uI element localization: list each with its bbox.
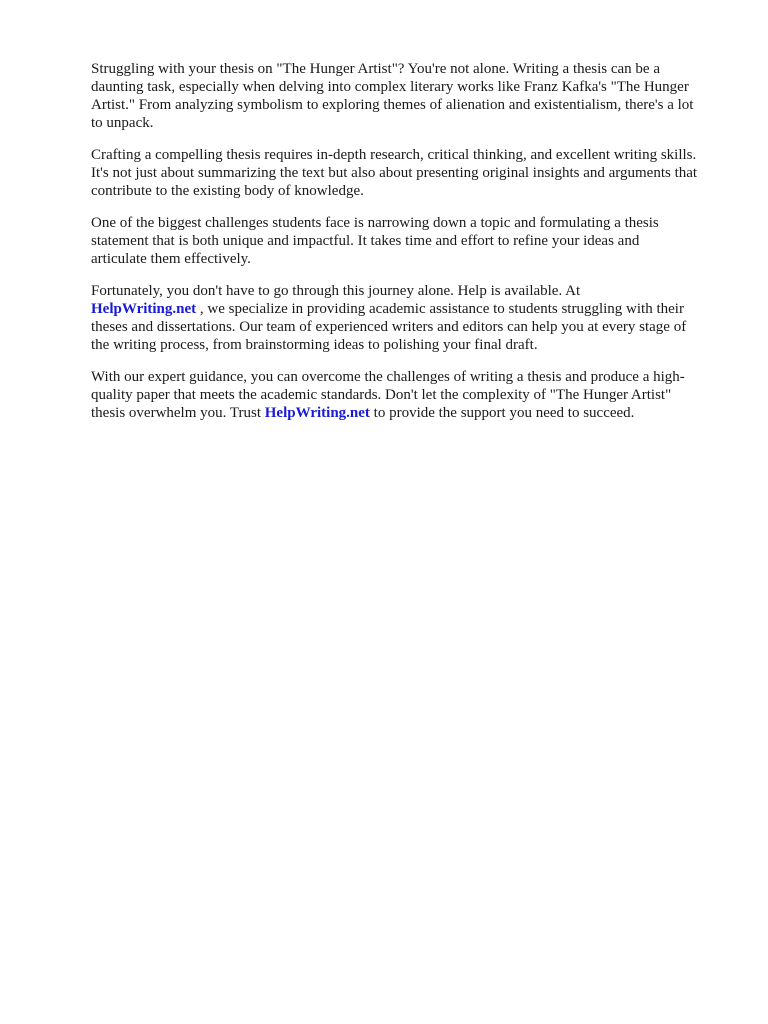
- paragraph-3: One of the biggest challenges students face is narrowing down a topic and formulating a thesis statement that is both unique and impactful. It takes time and effort to refine your ideas and articulate them effectively.: [91, 215, 659, 267]
- paragraph-4-text-after: , we specialize in providing academic assistance to students struggling with their theses and dissertations. Our team of experienced writers and editors can help you at every stage of the writing process, from brainstorming ideas to polishing your final draft.: [91, 301, 687, 353]
- paragraph-2: Crafting a compelling thesis requires in-depth research, critical thinking, and excellent writing skills. It's not just about summarizing the text but also about presenting original insights and arguments that contribute to the existing body of knowledge.: [91, 147, 698, 199]
- paragraph-5: [91, 368, 729, 422]
- paragraph-4-text-before: Fortunately, you don't have to go through this journey alone. Help is available. At: [91, 283, 581, 299]
- paragraph-5-text-before: With our expert guidance, you can overcome the challenges of writing a thesis and produce a high- quality paper that meets the academic standards. Don't let the complexity of "The Hunger Artist" thesis overwhelm you. Trust: [91, 369, 685, 421]
- helpwriting-link-2[interactable]: HelpWriting.net: [264, 405, 370, 421]
- document-body: [91, 60, 729, 436]
- paragraph-5-text-after: to provide the support you need to succeed.: [369, 405, 635, 421]
- helpwriting-link[interactable]: HelpWriting.net: [91, 301, 197, 317]
- paragraph-1: Struggling with your thesis on "The Hunger Artist"? You're not alone. Writing a thesis can be a daunting task, especially when delving into complex literary works like Franz Kafka's "The Hunger Artist." From analyzing symbolism to exploring themes of alienation and existentialism, there's a lot to unpack.: [91, 61, 694, 131]
- paragraph-4: [91, 282, 729, 354]
